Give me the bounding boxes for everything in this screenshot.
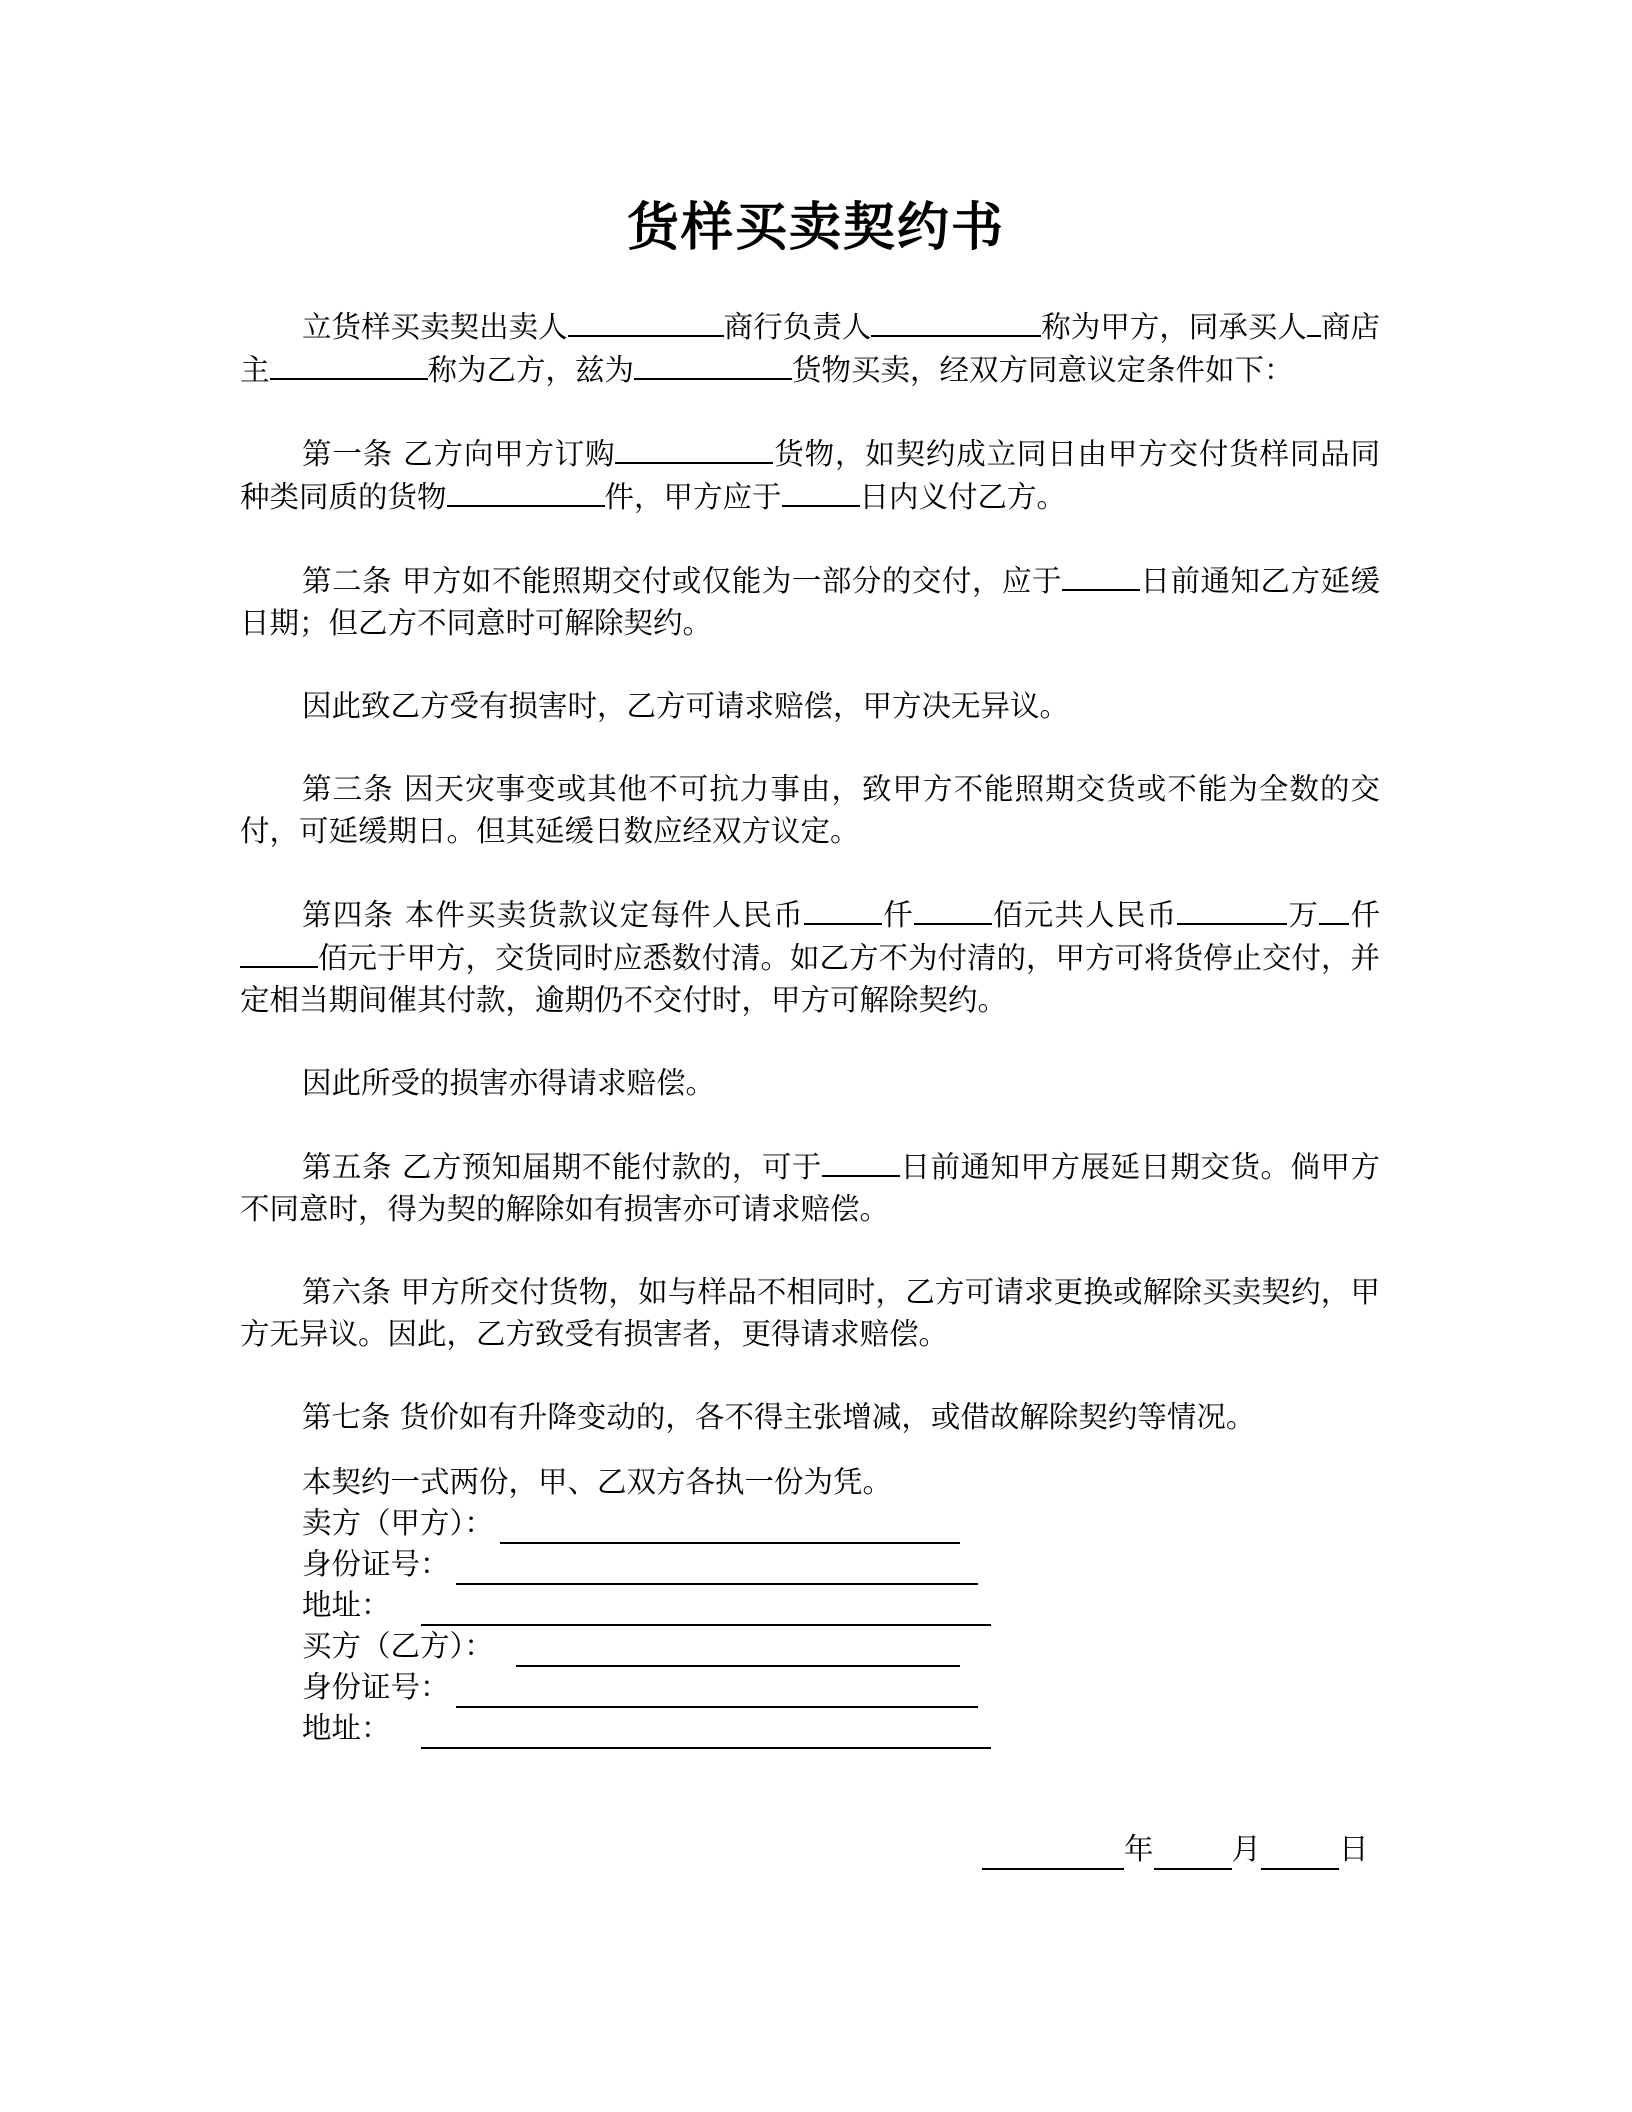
contract-body <box>240 305 1380 1479</box>
total-ten-thousands-blank <box>1177 893 1287 925</box>
intro-paragraph <box>240 305 1380 391</box>
notice-days-blank <box>1062 559 1140 591</box>
buyer-name-blank <box>1307 305 1321 337</box>
date-line <box>982 1828 1369 1870</box>
buyer-address-line <box>421 1717 991 1749</box>
seller-label: 卖方（甲方）： <box>302 1506 494 1540</box>
price-thousands-blank <box>804 893 882 925</box>
buyer-signature-line <box>516 1635 960 1667</box>
intro-text-5: 称为乙方，兹为 <box>427 353 635 387</box>
payment-notice-days-blank <box>822 1145 900 1177</box>
seller-address-line <box>421 1594 991 1626</box>
day-blank <box>1261 1838 1339 1870</box>
art1-text-3: 件，甲方应于 <box>604 480 782 514</box>
art5-text-1: 第五条 乙方预知届期不能付款的，可于 <box>302 1150 822 1184</box>
intro-text-2: 商行负责人 <box>723 310 872 344</box>
buyer-address-label: 地址： <box>302 1711 391 1745</box>
art5-text-2: 日前通知甲方展延日期交货。倘甲方不同意时，得为契的解除如有损害亦可请求赔偿。 <box>240 1150 1380 1226</box>
art4-text-3: 佰元共人民币 <box>991 898 1178 932</box>
article-7: 第七条 货价如有升降变动的，各不得主张增减，或借故解除契约等情况。 <box>302 1400 1256 1434</box>
ordered-goods-blank <box>615 432 773 464</box>
total-hundreds-blank <box>240 936 318 968</box>
article-5 <box>240 1145 1380 1230</box>
intro-text-6: 货物买卖，经双方同意议定条件如下： <box>792 353 1294 387</box>
art1-text-1: 第一条 乙方向甲方订购 <box>302 437 616 471</box>
seller-id-line <box>456 1553 978 1585</box>
art4-text-5: 仟 <box>1349 898 1380 932</box>
buyer-owner-blank <box>270 348 428 380</box>
buyer-label: 买方（乙方）： <box>302 1629 494 1663</box>
seller-signature-line <box>500 1512 960 1544</box>
article-3: 第三条 因天灾事变或其他不可抗力事由，致甲方不能照期交货或不能为全数的交付，可延缓期日。但其延缓日数应经双方议定。 <box>240 772 1380 848</box>
goods-blank <box>634 348 792 380</box>
art4-text-6: 佰元于甲方，交货同时应悉数付清。如乙方不为付清的，甲方可将货停止交付，并定相当期间催其付款，逾期仍不交付时，甲方可解除契约。 <box>240 941 1381 1017</box>
art4-text-1: 第四条 本件买卖货款议定每件人民币 <box>302 898 804 932</box>
seller-manager-blank <box>871 305 1041 337</box>
year-blank <box>982 1838 1124 1870</box>
total-thousands-blank <box>1319 893 1349 925</box>
art2-text-1: 第二条 甲方如不能照期交付或仅能为一部分的交付，应于 <box>302 564 1062 598</box>
month-label: 月 <box>1231 1832 1262 1866</box>
seller-row <box>302 1503 991 1544</box>
copies-text: 本契约一式两份，甲、乙双方各执一份为凭。 <box>302 1465 893 1499</box>
buyer-id-label: 身份证号： <box>302 1670 450 1704</box>
art1-text-2: 货物，如契约成立同日由甲方交付货样同品同种类同质的货物 <box>240 437 1380 514</box>
article-6: 第六条 甲方所交付货物，如与样品不相同时，乙方可请求更换或解除买卖契约，甲方无异议。因此，乙方致受有损害者，更得请求赔偿。 <box>240 1275 1380 1351</box>
art1-text-4: 日内义付乙方。 <box>859 480 1067 514</box>
delivery-days-blank <box>782 475 860 507</box>
seller-address-row <box>302 1585 991 1626</box>
seller-id-label: 身份证号： <box>302 1547 450 1581</box>
copies-statement <box>302 1462 991 1503</box>
document-title: 货样买卖契约书 <box>626 198 1005 258</box>
day-label: 日 <box>1339 1832 1369 1866</box>
signature-block <box>302 1462 991 1749</box>
seller-id-row <box>302 1544 991 1585</box>
intro-text-4: 商店主 <box>240 310 1380 387</box>
art2-text-2: 日前通知乙方延缓日期；但乙方不同意时可解除契约。 <box>240 564 1380 640</box>
buyer-address-row <box>302 1708 991 1749</box>
article-2-supplement: 因此致乙方受有损害时，乙方可请求赔偿，甲方决无异议。 <box>302 689 1070 723</box>
intro-text-1: 立货样买卖契出卖人 <box>302 310 568 344</box>
year-label: 年 <box>1124 1832 1154 1866</box>
month-blank <box>1154 1838 1232 1870</box>
buyer-id-line <box>456 1676 978 1708</box>
seller-name-blank <box>568 305 724 337</box>
intro-text-3: 称为甲方，同承买人 <box>1041 310 1307 344</box>
article-2 <box>240 559 1380 644</box>
seller-address-label: 地址： <box>302 1588 391 1622</box>
quantity-blank <box>447 475 605 507</box>
buyer-id-row <box>302 1667 991 1708</box>
article-1 <box>240 432 1380 518</box>
art4-text-4: 万 <box>1287 898 1320 932</box>
article-4 <box>240 893 1380 1021</box>
article-4-supplement: 因此所受的损害亦得请求赔偿。 <box>302 1066 716 1100</box>
art4-text-2: 仟 <box>881 898 914 932</box>
buyer-row <box>302 1626 991 1667</box>
price-hundreds-blank <box>914 893 992 925</box>
